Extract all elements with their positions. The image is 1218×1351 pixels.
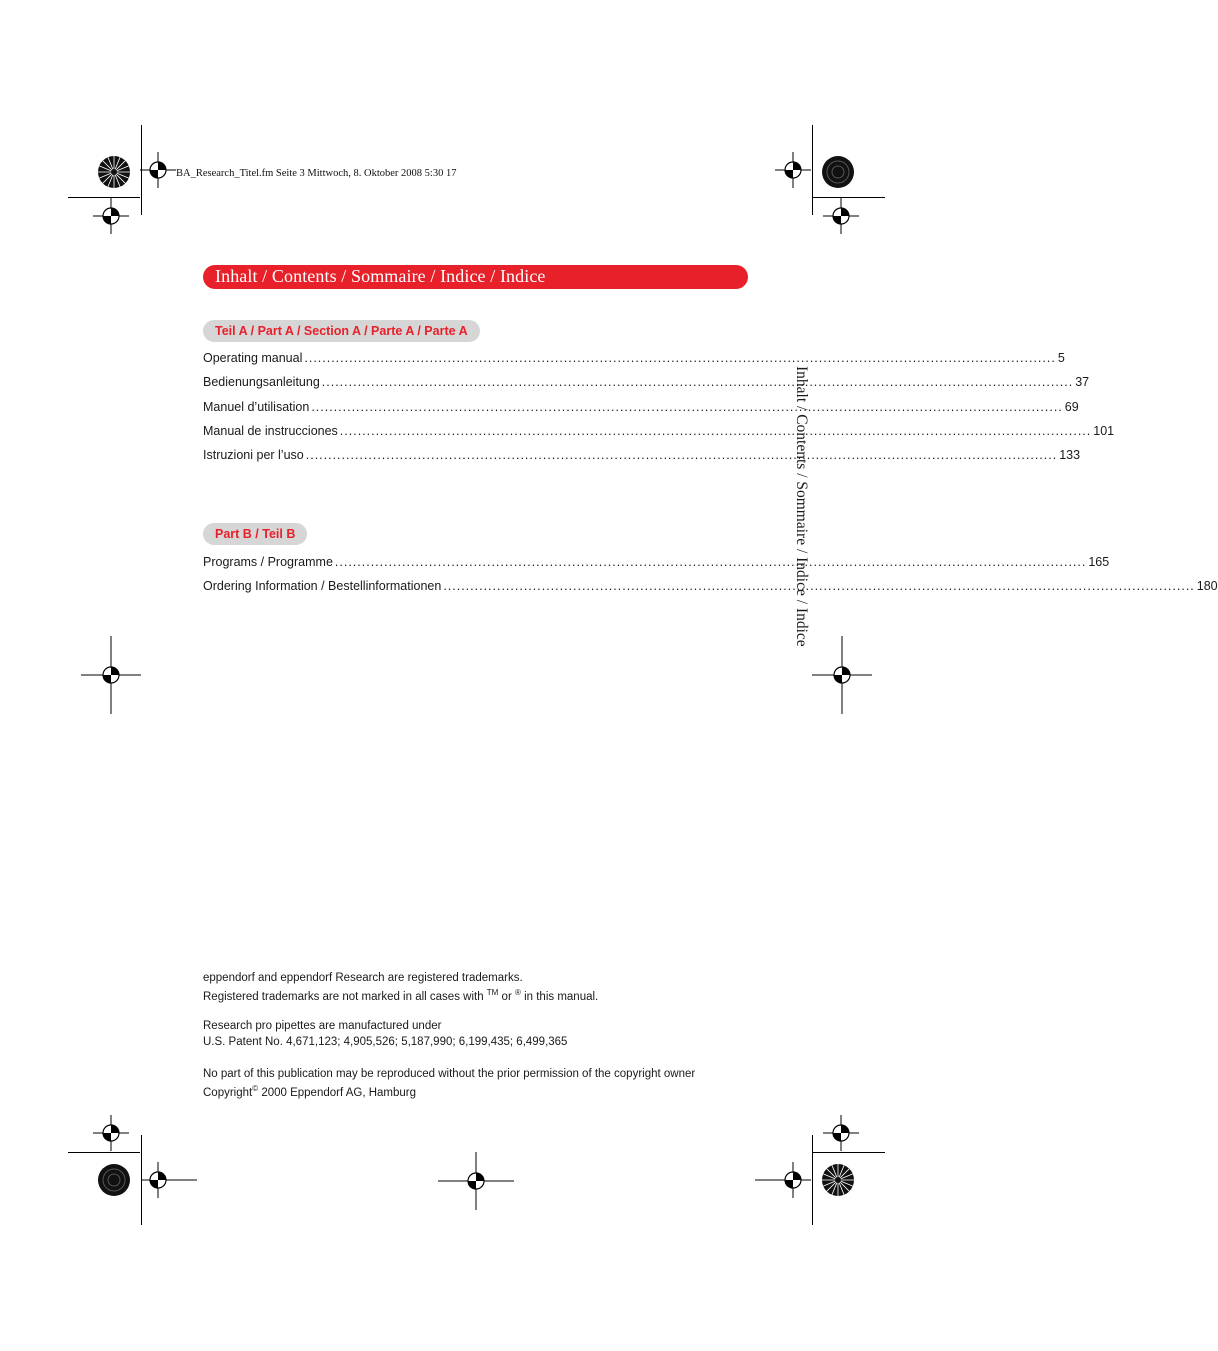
toc-entry-page: 69 (1064, 400, 1079, 414)
starburst-mark-icon (97, 155, 131, 189)
patent-line-1: Research pro pipettes are manufactured under (203, 1020, 442, 1032)
crosshair-mark-icon (755, 1162, 811, 1198)
copyright-text: Copyright (203, 1086, 253, 1099)
crosshair-mark-icon (81, 636, 141, 714)
crosshair-mark-icon (140, 152, 176, 188)
side-title: Inhalt / Contents / Sommaire / Indice / Indice (793, 366, 810, 647)
toc-entry-page: 165 (1088, 555, 1110, 569)
toc-entry-label: Operating manual (203, 351, 303, 365)
toc-entry[interactable] (203, 400, 1079, 416)
toc-entry-page: 37 (1075, 375, 1090, 389)
toc-leader: ........................................................................................................................................................................ (443, 579, 1195, 593)
trademark-text: in this manual. (520, 990, 599, 1003)
toc-entry[interactable] (203, 448, 1081, 464)
print-header: BA_Research_Titel.fm Seite 3 Mittwoch, 8. Oktober 2008 5:30 17 (176, 168, 457, 179)
toc-entry-label: Bedienungsanleitung (203, 375, 320, 389)
toc-entry[interactable] (203, 351, 1065, 367)
toc-entry[interactable] (203, 555, 1110, 571)
toc-entry[interactable] (203, 424, 1115, 440)
crosshair-mark-icon (775, 152, 811, 188)
copyright-text: 2000 Eppendorf AG, Hamburg (258, 1086, 417, 1099)
toc-entry-page: 180 (1196, 579, 1218, 593)
copyright-symbol: © (252, 1084, 259, 1093)
crosshair-mark-icon (823, 198, 859, 234)
toc-entry-label: Istruzioni per l’uso (203, 448, 304, 462)
toc-entry[interactable] (203, 579, 1218, 595)
toc-entry-page: 101 (1093, 424, 1115, 438)
toc-entry-label: Programs / Programme (203, 555, 333, 569)
crop-line (812, 1135, 813, 1225)
toc-entry-label: Manuel d’utilisation (203, 400, 310, 414)
toc-entry-label: Ordering Information / Bestellinformationen (203, 579, 442, 593)
copyright-line-2 (203, 1084, 416, 1099)
toc-entry[interactable] (203, 375, 1090, 391)
toc-leader: ........................................................................................................................................................................ (304, 351, 1056, 365)
crosshair-mark-icon (823, 1115, 859, 1151)
toc-leader: ........................................................................................................................................................................ (321, 375, 1074, 389)
toc-leader: ........................................................................................................................................................................ (311, 400, 1063, 414)
crosshair-mark-icon (438, 1152, 514, 1210)
copyright-line-1: No part of this publication may be reproduced without the prior permission of the copyright owner (203, 1068, 696, 1080)
toc-entry-page: 5 (1057, 351, 1065, 365)
target-mark-icon (97, 1163, 131, 1197)
registered-symbol: ® (514, 988, 521, 997)
starburst-mark-icon (821, 1163, 855, 1197)
crosshair-mark-icon (93, 198, 129, 234)
trademark-text: Registered trademarks are not marked in all cases with (203, 990, 487, 1003)
tm-symbol: TM (486, 988, 499, 997)
toc-leader: ........................................................................................................................................................................ (334, 555, 1087, 569)
target-mark-icon (821, 155, 855, 189)
toc-entry-label: Manual de instrucciones (203, 424, 338, 438)
crosshair-mark-icon (141, 1162, 197, 1198)
title-bar (203, 265, 748, 289)
section-a-label: Teil A / Part A / Section A / Parte A / Parte A (203, 320, 480, 342)
page-title: Inhalt / Contents / Sommaire / Indice / Indice (215, 266, 546, 286)
patent-line-2: U.S. Patent No. 4,671,123; 4,905,526; 5,187,990; 6,199,435; 6,499,365 (203, 1036, 568, 1048)
crop-line (68, 1152, 140, 1153)
toc-entry-page: 133 (1059, 448, 1081, 462)
crosshair-mark-icon (93, 1115, 129, 1151)
crosshair-mark-icon (812, 636, 872, 714)
trademark-line-2 (203, 988, 598, 1003)
crop-line (812, 125, 813, 215)
toc-leader: ........................................................................................................................................................................ (339, 424, 1092, 438)
crop-line (813, 1152, 885, 1153)
toc-leader: ........................................................................................................................................................................ (305, 448, 1058, 462)
trademark-text: or (498, 990, 515, 1003)
section-b-label: Part B / Teil B (203, 523, 307, 545)
trademark-line-1: eppendorf and eppendorf Research are registered trademarks. (203, 972, 523, 984)
